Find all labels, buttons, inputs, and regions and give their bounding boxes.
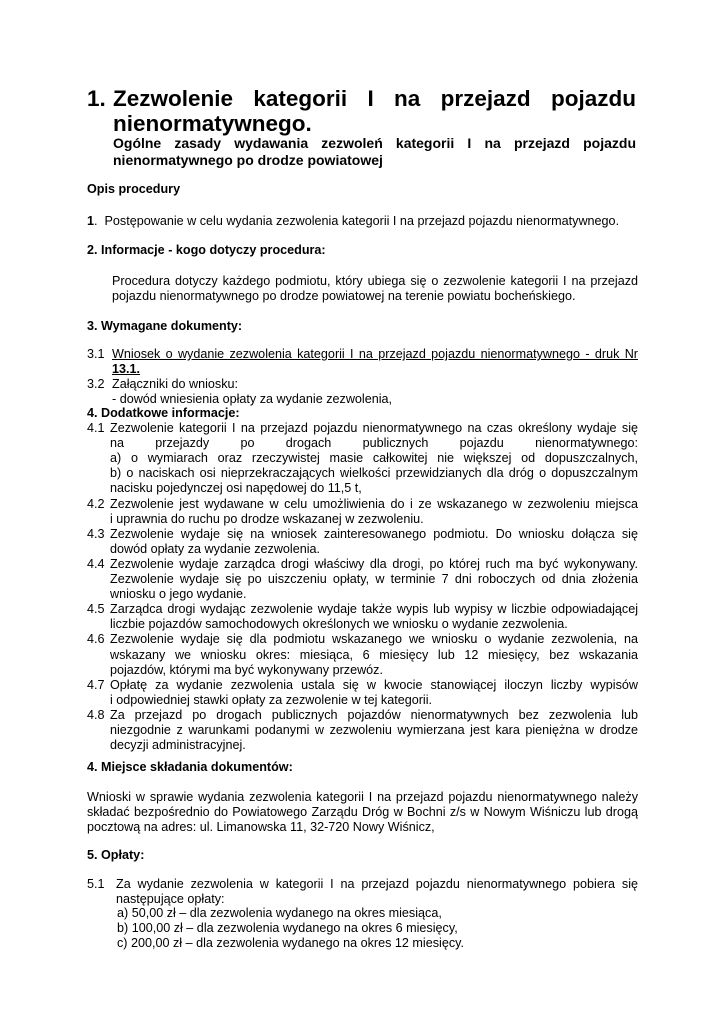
info-item-line: Zezwolenie kategorii I na przejazd pojazdu nienormatywnego na czas określony wydaje się (110, 421, 638, 435)
info-item-line: wskazany we wniosku okres: miesiąca, 6 miesięcy lub 12 miesięcy, bez wskazania (110, 647, 638, 662)
info-item-line: Zezwolenie jest wydawane w celu umożliwienia do i ze wskazanego w zezwoleniu miejsca (110, 496, 638, 511)
section-heading-opis: Opis procedury (87, 182, 181, 196)
info-item-line: niezgodnie z warunkami podanymi w zezwoleniu wymierzana jest kara pieniężna w drodze (110, 723, 638, 737)
section-5-line: następujące opłaty: (116, 892, 225, 906)
section-1-dot: . (94, 214, 98, 228)
section-2-line: Procedura dotyczy każdego podmiotu, który ubiega się o zezwolenie kategorii I na przejazd (112, 274, 638, 288)
item-number: 4.1 (87, 421, 105, 435)
info-item-line: liczbie pojazdów samochodowych określonych we wniosku o wydanie zezwolenia. (110, 617, 568, 632)
page-subtitle-line2: nienormatywnego po drodze powiatowej (113, 152, 383, 168)
section-4b-heading: 4. Miejsce składania dokumentów: (87, 760, 293, 774)
fee-item: b) 100,00 zł – dla zezwolenia wydanego na okres 6 miesięcy, (117, 921, 458, 935)
item-number: 4.6 (87, 632, 105, 647)
wniosek-form-link[interactable]: Wniosek o wydanie zezwolenia kategorii I na przejazd pojazdu nienormatywnego - druk Nr (112, 347, 638, 361)
info-item-line: a) o wymiarach oraz rzeczywistej masie całkowitej nie większej od dopuszczalnych, (110, 451, 638, 466)
form-number-link[interactable]: 13.1. (112, 362, 141, 376)
info-item-line: b) o naciskach osi nieprzekraczających wielkości przewidzianych dla dróg o dopuszczalnym (110, 466, 638, 481)
info-item-line: Opłatę za wydanie zezwolenia ustala się w kwocie stanowiącej iloczyn liczby wypisów (110, 677, 638, 692)
section-2-line: pojazdu nienormatywnego po drodze powiatowej na terenie powiatu bocheńskiego. (112, 289, 576, 303)
section-4-heading: 4. Dodatkowe informacje: (87, 406, 240, 420)
item-number: 4.8 (87, 707, 105, 722)
page-title: Zezwolenie kategorii I na przejazd pojazdu (113, 86, 636, 111)
info-item-line: na przejazdy po drogach publicznych pojazdu nienormatywnego: (110, 436, 638, 451)
section-4b-line: składać bezpośrednio do Powiatowego Zarządu Dróg w Bochni z/s w Nowym Wiśniczu lub drogą (87, 805, 638, 819)
page-title-line2: nienormatywnego. (113, 111, 312, 136)
info-item-line: decyzji administracyjnej. (110, 738, 246, 753)
info-item-line: wniosku o jego wydanie. (110, 587, 247, 602)
info-item-line: dowód opłaty za wydanie zezwolenia. (110, 541, 321, 556)
item-number: 3.1 (87, 347, 105, 361)
fee-item: c) 200,00 zł – dla zezwolenia wydanego na okres 12 miesięcy. (117, 936, 464, 950)
info-item-line: Za przejazd po drogach publicznych pojazdów nienormatywnych bez zezwolenia lub (110, 707, 638, 722)
section-2-heading: 2. Informacje - kogo dotyczy procedura: (87, 243, 326, 257)
section-1 (87, 214, 619, 230)
fee-item: a) 50,00 zł – dla zezwolenia wydanego na okres miesiąca, (117, 906, 442, 920)
info-item-line: Zezwolenie wydaje się dla podmiotu wskazanego we wniosku o wydanie zezwolenia, na (110, 632, 638, 647)
section-5-line: Za wydanie zezwolenia w kategorii I na przejazd pojazdu nienormatywnego pobiera się (116, 877, 638, 891)
item-number: 3.2 (87, 377, 105, 391)
info-item-line: i uprawnia do ruchu po drodze wskazanej w zezwoleniu. (110, 511, 424, 526)
info-item-line: i odpowiedniej stawki opłaty za zezwolenie w tej kategorii. (110, 692, 433, 707)
page-subtitle: Ogólne zasady wydawania zezwoleń kategorii I na przejazd pojazdu (113, 135, 636, 151)
item-number: 5.1 (87, 877, 105, 891)
item-number: 4.3 (87, 526, 105, 541)
item-number: 4.5 (87, 602, 105, 617)
attachment-item: - dowód wniesienia opłaty za wydanie zezwolenia, (112, 392, 393, 406)
info-item-line: Zarządca drogi wydając zezwolenie wydaje także wypis lub wypisy w liczbie odpowiadającej (110, 602, 638, 617)
section-4b-line: Wnioski w sprawie wydania zezwolenia kategorii I na przejazd pojazdu nienormatywnego należy (87, 790, 638, 804)
section-5-heading: 5. Opłaty: (87, 848, 145, 862)
section-1-text: Postępowanie w celu wydania zezwolenia kategorii I na przejazd pojazdu nienormatywnego. (104, 214, 620, 228)
info-item-line: nacisku pojedynczej osi napędowej do 11,5 t, (110, 481, 362, 496)
item-number: 4.7 (87, 677, 105, 692)
info-item-line: pojazdów, którymi ma być wykonywany przewóz. (110, 662, 383, 677)
item-number: 4.4 (87, 556, 105, 571)
info-item-line: Zezwolenie wydaje się na wniosek zainteresowanego podmiotu. Do wniosku dołącza się (110, 526, 638, 541)
info-item-line: Zezwolenie wydaje się po uiszczeniu opłaty, w terminie 7 dni roboczych od dnia złożenia (110, 572, 638, 586)
section-1-number: 1 (87, 214, 95, 228)
heading-number: 1. (87, 86, 106, 111)
section-3-heading: 3. Wymagane dokumenty: (87, 319, 243, 333)
item-number: 4.2 (87, 496, 105, 511)
attachments-label: Załączniki do wniosku: (112, 377, 238, 391)
info-item-line: Zezwolenie wydaje zarządca drogi właściwy dla drogi, po której ruch ma być wykonywany. (110, 556, 638, 571)
section-4b-line: pocztową na adres: ul. Limanowska 11, 32-720 Nowy Wiśnicz, (87, 820, 435, 834)
